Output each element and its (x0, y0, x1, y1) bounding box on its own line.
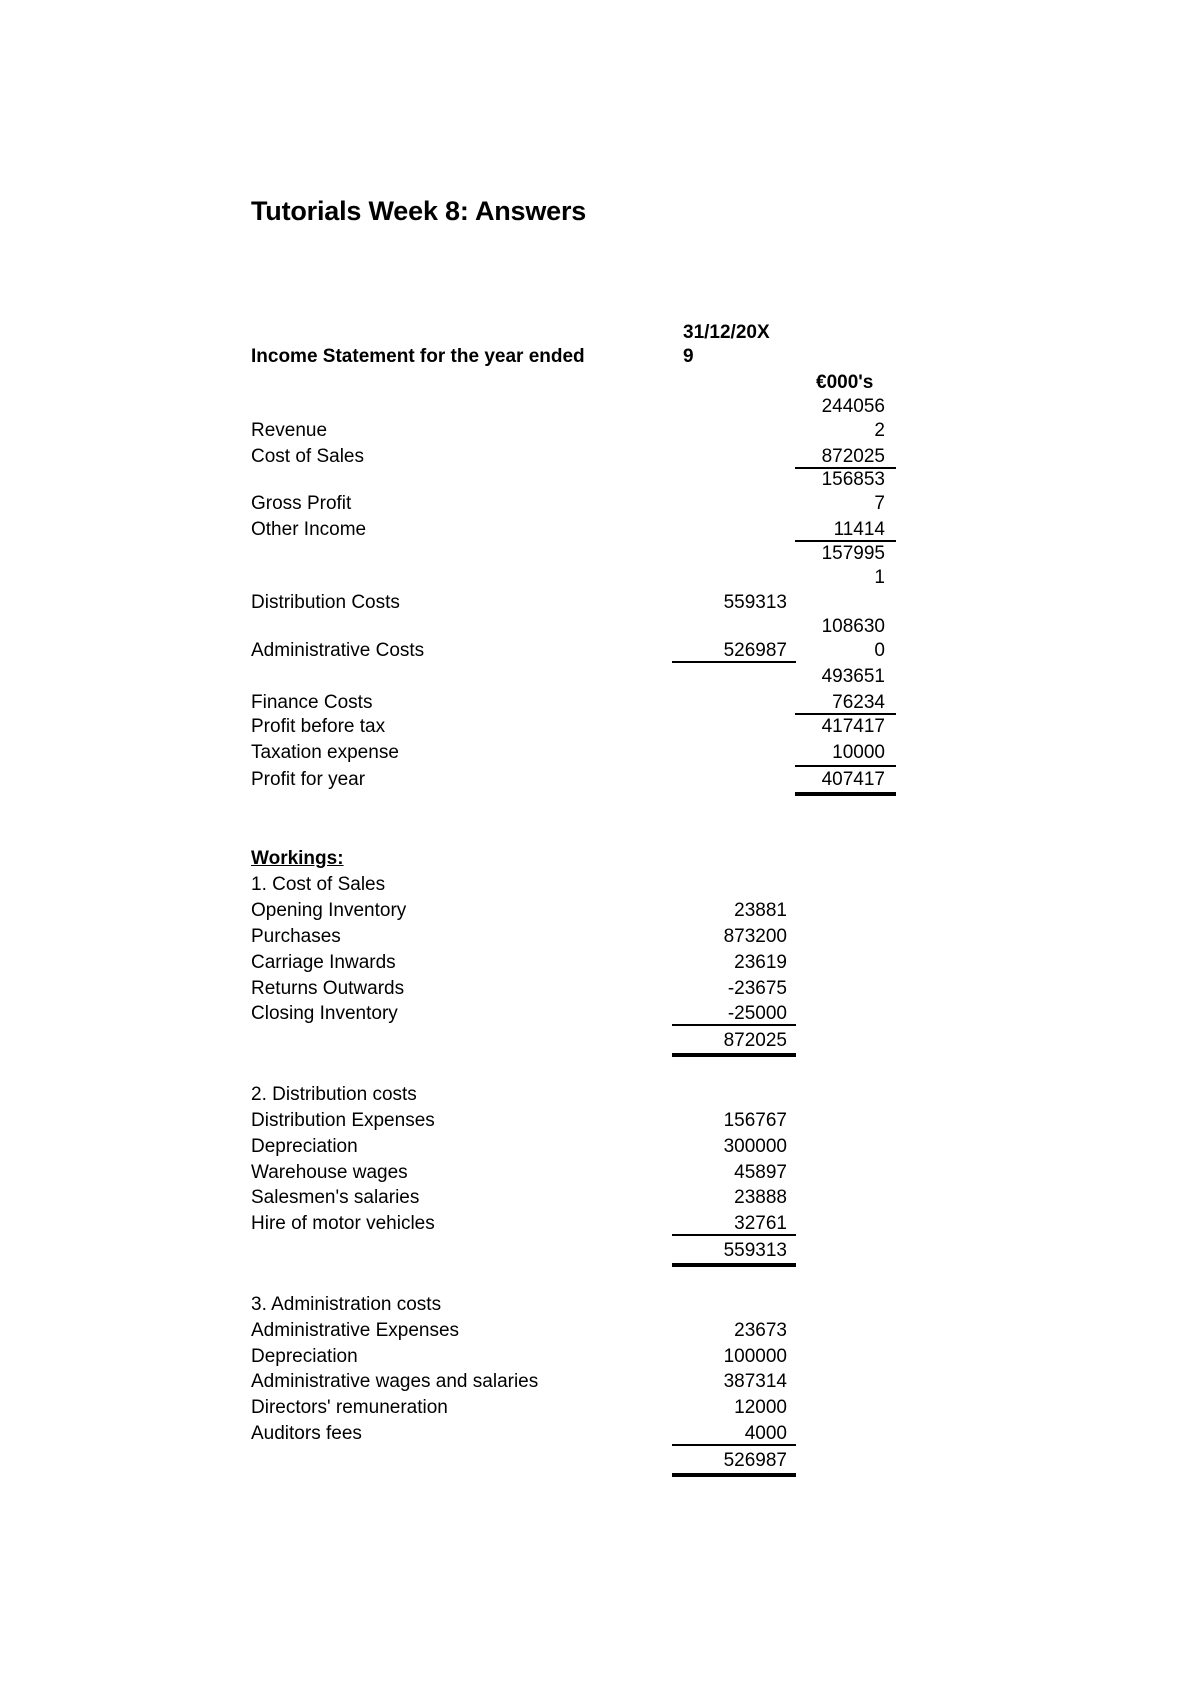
working-3-item-label: Administrative wages and salaries (251, 1371, 539, 1392)
working-3-item-value: 387314 (723, 1371, 787, 1392)
working-3-total: 526987 (723, 1450, 787, 1471)
revenue-value-part1: 244056 (821, 396, 885, 417)
working-1-item-value: 873200 (723, 926, 787, 947)
statement-heading: Income Statement for the year ended (251, 346, 585, 367)
admin-total-part1: 108630 (821, 616, 885, 637)
cost-of-sales-value: 872025 (821, 446, 885, 467)
working-2-item-label: Salesmen's salaries (251, 1187, 420, 1208)
gross-profit-value-part1: 156853 (821, 469, 885, 490)
working-2-item-label: Depreciation (251, 1136, 358, 1157)
working-3-item-label: Auditors fees (251, 1423, 362, 1444)
profit-before-tax-label: Profit before tax (251, 716, 386, 737)
other-income-label: Other Income (251, 519, 367, 540)
working-2-item-value: 45897 (734, 1162, 787, 1183)
working-1-total: 872025 (723, 1030, 787, 1051)
working-1-heading: 1. Cost of Sales (251, 874, 386, 895)
distribution-costs-label: Distribution Costs (251, 592, 400, 613)
revenue-label: Revenue (251, 420, 328, 441)
subtotal-value-part1: 157995 (821, 543, 885, 564)
working-1-item-label: Closing Inventory (251, 1003, 398, 1024)
working-3-item-label: Depreciation (251, 1346, 358, 1367)
working-2-item-label: Hire of motor vehicles (251, 1213, 435, 1234)
taxation-label: Taxation expense (251, 742, 399, 763)
working-2-item-label: Warehouse wages (251, 1162, 408, 1183)
working-1-item-value: 23881 (734, 900, 787, 921)
revenue-value-part2: 2 (874, 420, 885, 441)
statement-date-line1: 31/12/20X (683, 322, 770, 343)
workings-heading: Workings: (251, 848, 344, 869)
profit-for-year-value: 407417 (821, 769, 885, 790)
administrative-costs-label: Administrative Costs (251, 640, 425, 661)
finance-costs-value: 76234 (832, 692, 885, 713)
cost-of-sales-label: Cost of Sales (251, 446, 364, 467)
working-1-item-value: 23619 (734, 952, 787, 973)
rule-profit-for-year (795, 792, 896, 796)
working-2-item-value: 156767 (723, 1110, 787, 1131)
working-3-item-value: 100000 (723, 1346, 787, 1367)
page-title: Tutorials Week 8: Answers (251, 196, 587, 226)
working-1-item-label: Opening Inventory (251, 900, 407, 921)
rule-finance-costs (795, 713, 896, 715)
rule-admin-costs (672, 661, 796, 663)
working-2-heading: 2. Distribution costs (251, 1084, 417, 1105)
currency-unit: €000's (816, 372, 874, 393)
working-2-total: 559313 (723, 1240, 787, 1261)
working-1-item-label: Purchases (251, 926, 341, 947)
admin-total-part2: 0 (874, 640, 885, 661)
working-2-item-value: 300000 (723, 1136, 787, 1157)
profit-for-year-label: Profit for year (251, 769, 366, 790)
taxation-value: 10000 (832, 742, 885, 763)
statement-date-line2: 9 (683, 346, 694, 367)
working-1-item-value: -23675 (727, 978, 787, 999)
working-3-item-value: 12000 (734, 1397, 787, 1418)
rule-working-2-total (672, 1263, 796, 1267)
working-3-item-value: 23673 (734, 1320, 787, 1341)
distribution-costs-value: 559313 (723, 592, 787, 613)
working-2-item-label: Distribution Expenses (251, 1110, 435, 1131)
working-1-item-value: -25000 (727, 1003, 787, 1024)
profit-before-tax-value: 417417 (821, 716, 885, 737)
rule-working-3-total (672, 1473, 796, 1477)
administrative-costs-value: 526987 (723, 640, 787, 661)
gross-profit-value-part2: 7 (874, 493, 885, 514)
finance-costs-label: Finance Costs (251, 692, 373, 713)
working-1-item-label: Carriage Inwards (251, 952, 396, 973)
working-3-item-value: 4000 (744, 1423, 787, 1444)
working-1-item-label: Returns Outwards (251, 978, 405, 999)
rule-working-3 (672, 1444, 796, 1446)
subtotal-value-part2: 1 (874, 567, 885, 588)
gross-profit-label: Gross Profit (251, 493, 352, 514)
other-income-value: 11414 (833, 519, 885, 540)
working-3-heading: 3. Administration costs (251, 1294, 442, 1315)
working-2-item-value: 32761 (734, 1213, 787, 1234)
rule-working-1-total (672, 1053, 796, 1057)
rule-taxation (795, 765, 896, 767)
working-3-item-label: Directors' remuneration (251, 1397, 448, 1418)
rule-working-1 (672, 1024, 796, 1026)
rule-working-2 (672, 1234, 796, 1236)
working-3-item-label: Administrative Expenses (251, 1320, 460, 1341)
working-2-item-value: 23888 (734, 1187, 787, 1208)
rule-other-income (795, 540, 896, 542)
operating-profit-value: 493651 (821, 666, 885, 687)
